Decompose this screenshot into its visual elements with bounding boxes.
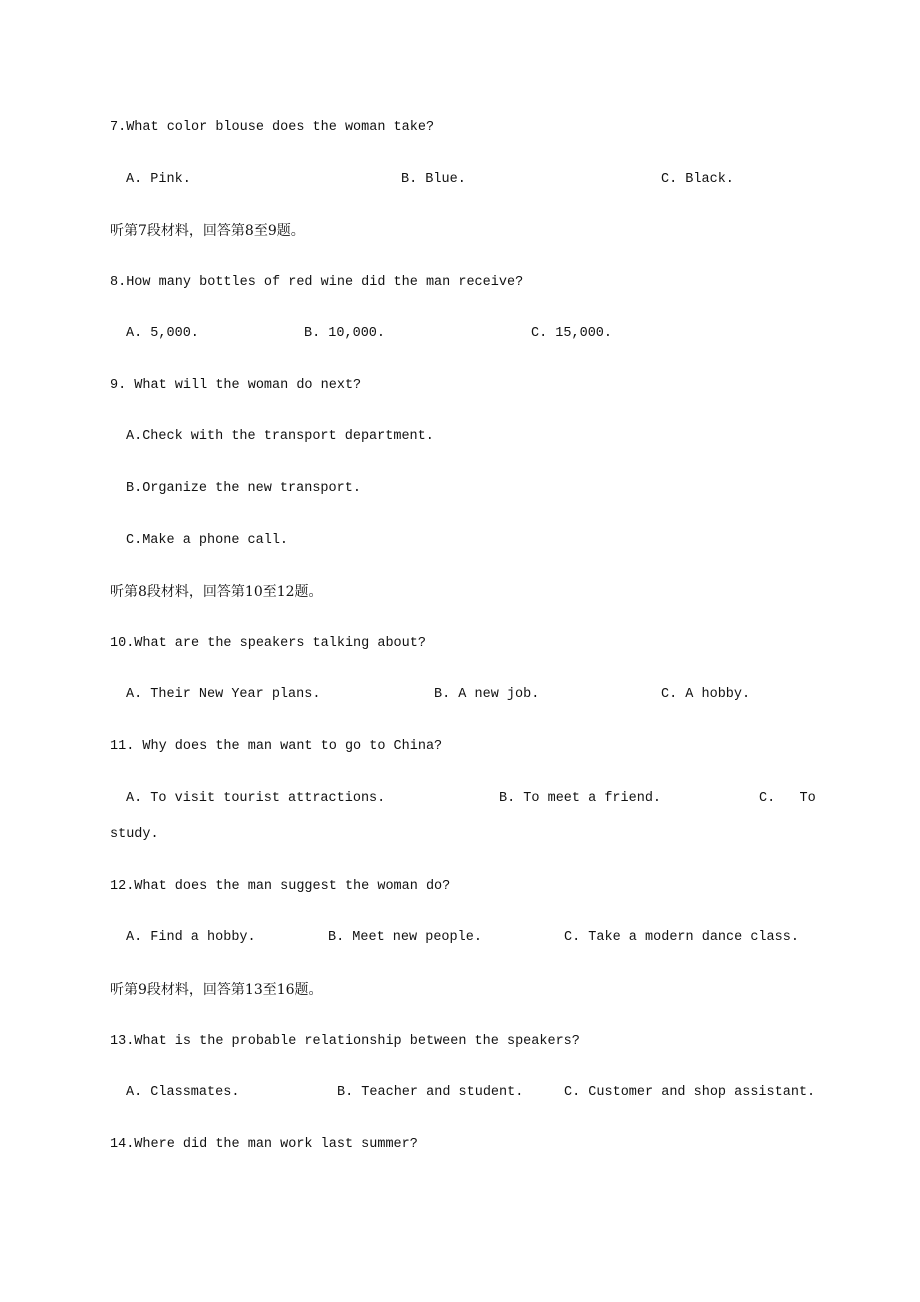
q9-option-c: C.Make a phone call. [126,533,289,548]
question-9: 9. What will the woman do next? [110,378,362,393]
q7-option-b: B. Blue. [401,172,466,187]
q10-option-a: A. Their New Year plans. [126,687,321,702]
q11-option-a: A. To visit tourist attractions. [126,791,386,806]
q10-option-c: C. A hobby. [661,687,751,702]
question-14: 14.Where did the man work last summer? [110,1137,418,1152]
question-7: 7.What color blouse does the woman take? [110,120,435,135]
q13-option-a: A. Classmates. [126,1085,240,1100]
q8-option-b: B. 10,000. [304,326,386,341]
section-7-heading: 听第7段材料，回答第8至9题。 [110,223,305,239]
q9-option-a: A.Check with the transport department. [126,429,434,444]
q12-option-a: A. Find a hobby. [126,930,256,945]
q7-option-c: C. Black. [661,172,734,187]
q11-option-c-continued: study. [110,827,159,842]
q12-option-b: B. Meet new people. [328,930,482,945]
section-8-heading: 听第8段材料，回答第10至12题。 [110,584,323,600]
question-12: 12.What does the man suggest the woman do? [110,879,451,894]
q7-option-a: A. Pink. [126,172,191,187]
question-8: 8.How many bottles of red wine did the man receive? [110,275,524,290]
q11-option-c: C. To [759,791,816,806]
q13-option-b: B. Teacher and student. [337,1085,524,1100]
q8-option-c: C. 15,000. [531,326,613,341]
q13-option-c: C. Customer and shop assistant. [564,1085,816,1100]
q8-option-a: A. 5,000. [126,326,199,341]
question-10: 10.What are the speakers talking about? [110,636,426,651]
question-11: 11. Why does the man want to go to China? [110,739,443,754]
question-13: 13.What is the probable relationship between the speakers? [110,1034,580,1049]
q10-option-b: B. A new job. [434,687,540,702]
q9-option-b: B.Organize the new transport. [126,481,361,496]
q11-option-b: B. To meet a friend. [499,791,662,806]
section-9-heading: 听第9段材料，回答第13至16题。 [110,982,323,998]
q12-option-c: C. Take a modern dance class. [564,930,799,945]
